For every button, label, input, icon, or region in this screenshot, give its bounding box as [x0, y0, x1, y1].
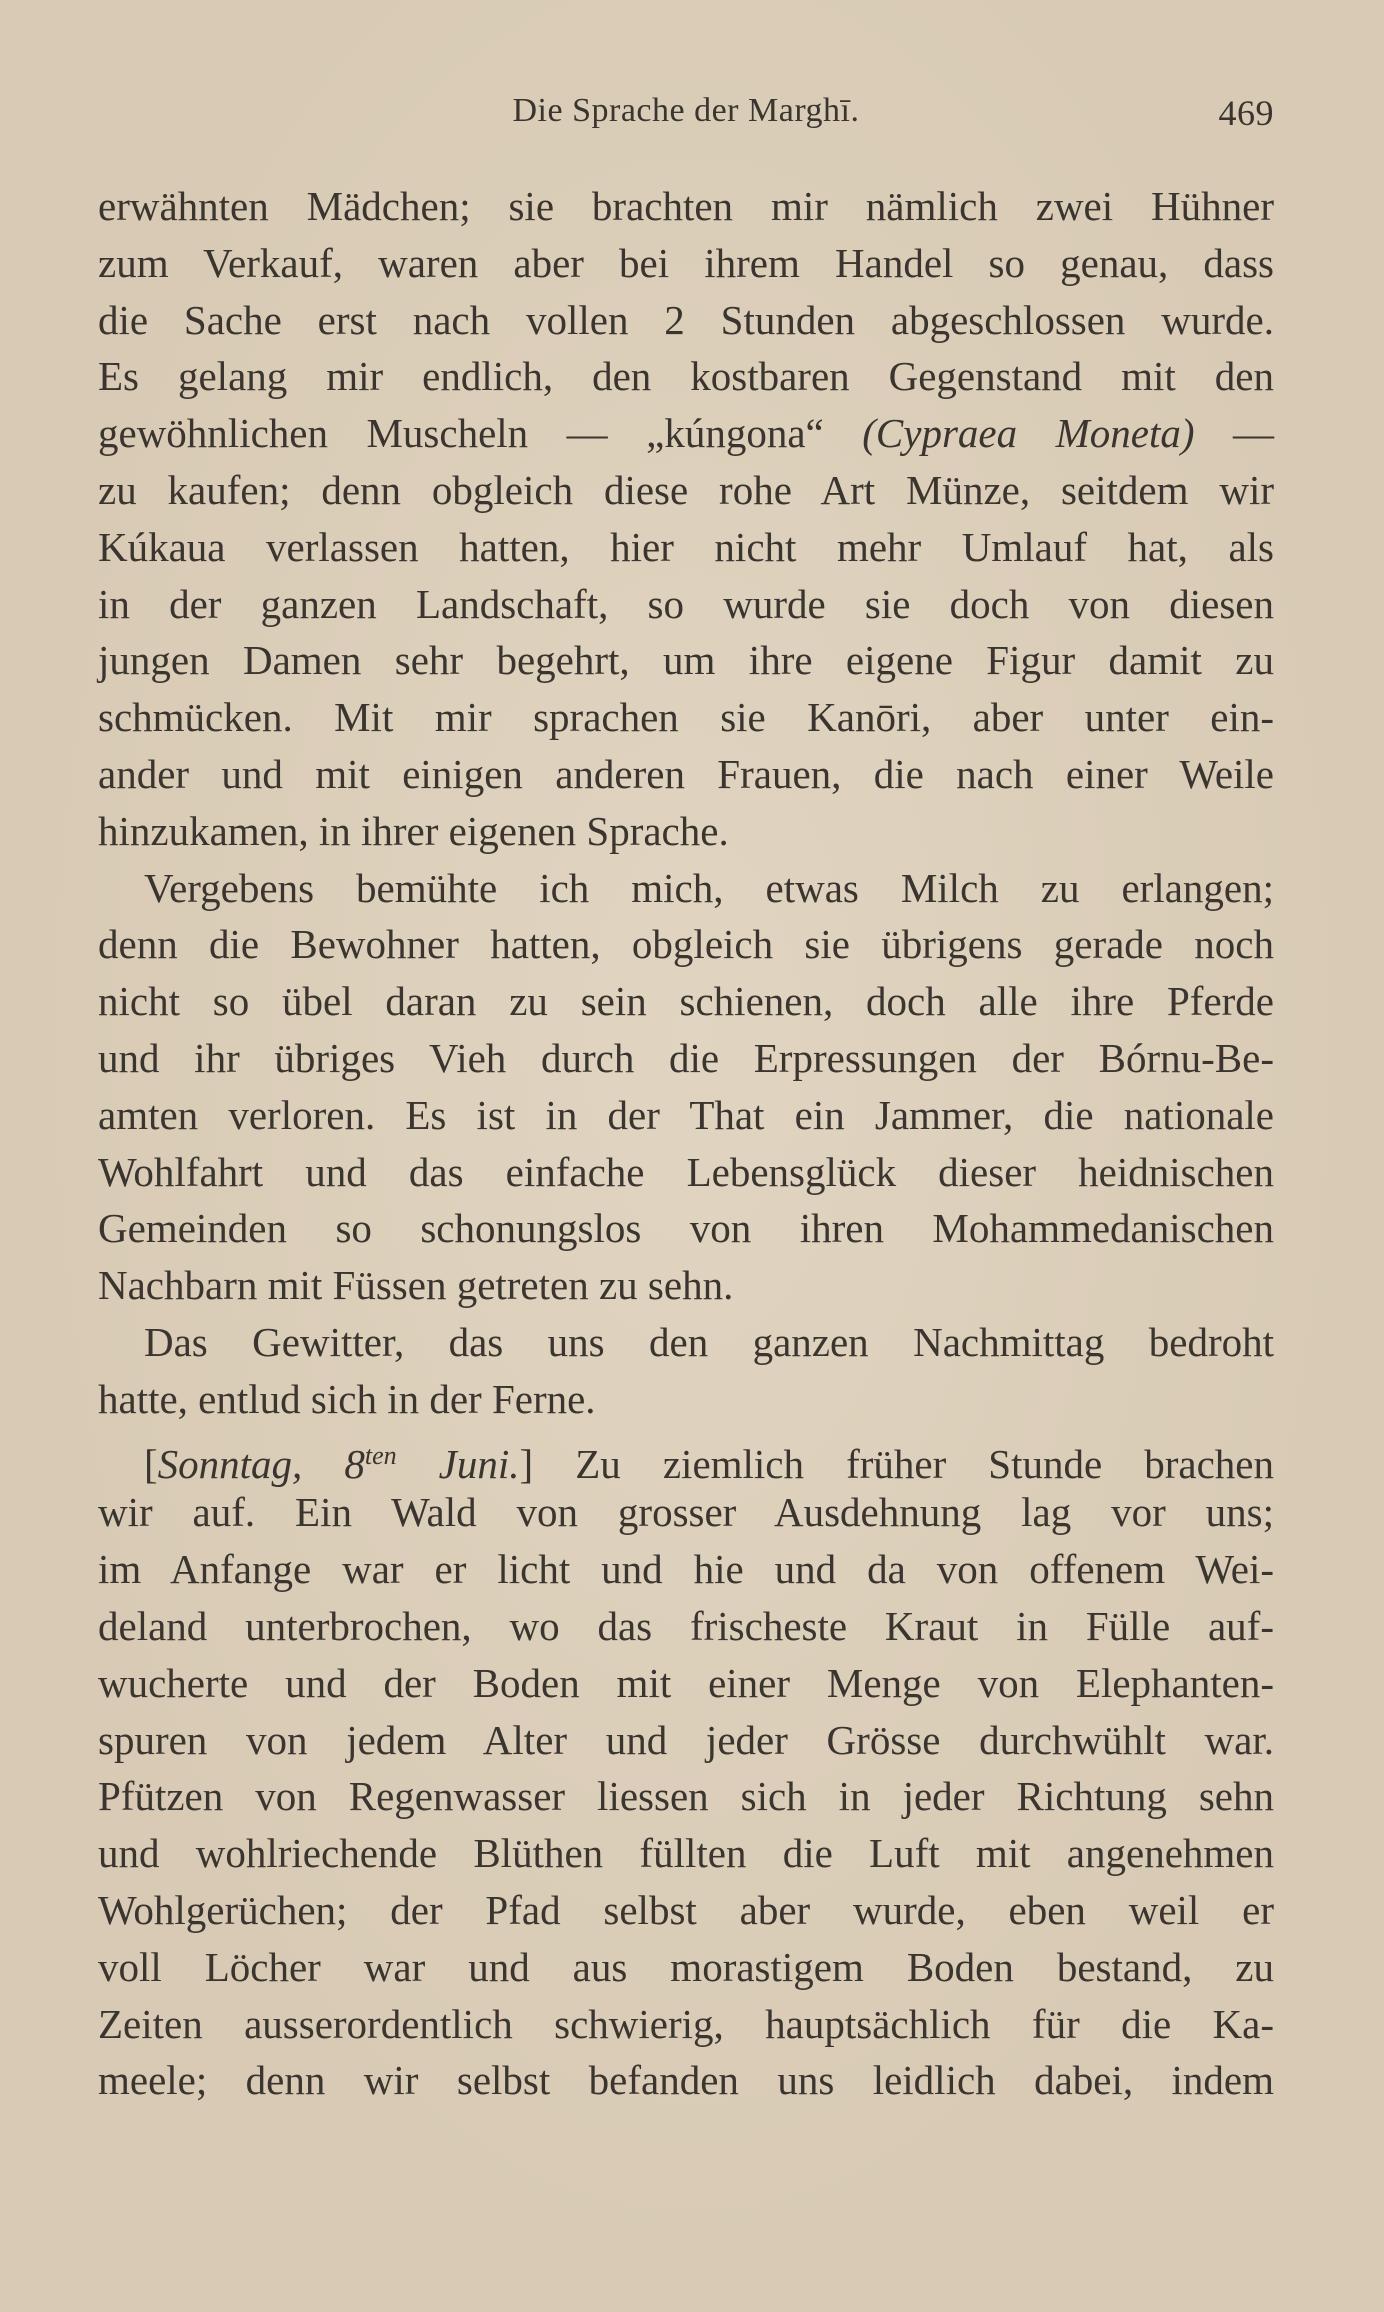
- text-line: Wohlgerüchen; der Pfad selbst aber wurde, eben weil er: [98, 1886, 1274, 1933]
- italic-species-name: (Cypraea Moneta): [862, 410, 1195, 457]
- text-run: Zu ziemlich früher Stunde brachen: [533, 1440, 1274, 1487]
- text-line: Es gelang mir endlich, den kostbaren Gegenstand mit den: [98, 353, 1274, 400]
- text-line: in der ganzen Landschaft, so wurde sie doch von diesen: [98, 580, 1274, 627]
- text-line: im Anfange war er licht und hie und da von offenem Wei-: [98, 1546, 1274, 1593]
- text-line: hatte, entlud sich in der Ferne.: [98, 1375, 596, 1422]
- body-text: [98, 178, 1274, 2109]
- text-line: [98, 405, 1274, 462]
- date-bracket-open: [: [144, 1440, 158, 1487]
- date-month: Juni.: [396, 1440, 520, 1487]
- text-line: amten verloren. Es ist in der That ein Jammer, die nationale: [98, 1091, 1274, 1138]
- text-line: Vergebens bemühte ich mich, etwas Milch zu erlangen;: [144, 864, 1274, 911]
- text-line: denn die Bewohner hatten, obgleich sie übrigens gerade noch: [98, 921, 1274, 968]
- date-bracket-close: ]: [519, 1440, 534, 1487]
- text-line: zum Verkauf, waren aber bei ihrem Handel so genau, dass: [98, 239, 1274, 286]
- date-superscript: ten: [364, 1440, 397, 1470]
- page-number: 469: [1218, 93, 1274, 133]
- text-line: Wohlfahrt und das einfache Lebensglück dieser heidnischen: [98, 1148, 1274, 1195]
- text-line: spuren von jedem Alter und jeder Grösse durchwühlt war.: [98, 1716, 1274, 1763]
- text-line: Das Gewitter, das uns den ganzen Nachmittag bedroht: [144, 1318, 1274, 1365]
- text-line: meele; denn wir selbst befanden uns leidlich dabei, indem: [98, 2057, 1274, 2104]
- text-line: Gemeinden so schonungslos von ihren Mohammedanischen: [98, 1205, 1274, 1252]
- date-day: Sonntag,: [157, 1440, 345, 1487]
- running-head: [98, 92, 1274, 142]
- text-line: [98, 1428, 1274, 1485]
- text-line: voll Löcher war und aus morastigem Boden bestand, zu: [98, 1943, 1274, 1990]
- text-run: —: [1194, 410, 1275, 457]
- text-line: ander und mit einigen anderen Frauen, die nach einer Weile: [98, 750, 1274, 797]
- text-line: wucherte und der Boden mit einer Menge von Elephanten-: [98, 1659, 1274, 1706]
- text-line: deland unterbrochen, wo das frischeste Kraut in Fülle auf-: [98, 1602, 1274, 1649]
- text-line: nicht so übel daran zu sein schienen, doch alle ihre Pferde: [98, 978, 1274, 1025]
- text-line: Pfützen von Regenwasser liessen sich in jeder Richtung sehn: [98, 1773, 1274, 1820]
- text-line: und ihr übriges Vieh durch die Erpressungen der Bórnu-Be-: [98, 1034, 1274, 1081]
- text-line: Kúkaua verlassen hatten, hier nicht mehr Umlauf hat, als: [98, 523, 1274, 570]
- text-line: Zeiten ausserordentlich schwierig, hauptsächlich für die Ka-: [98, 2000, 1274, 2047]
- text-line: jungen Damen sehr begehrt, um ihre eigene Figur damit zu: [98, 637, 1274, 684]
- date-number: 8: [344, 1440, 365, 1487]
- text-line: und wohlriechende Blüthen füllten die Luft mit angenehmen: [98, 1830, 1274, 1877]
- text-run: gewöhnlichen Muscheln — „kúngona“: [98, 410, 863, 457]
- text-line: erwähnten Mädchen; sie brachten mir nämlich zwei Hühner: [98, 183, 1274, 229]
- text-line: Nachbarn mit Füssen getreten zu sehn.: [98, 1262, 734, 1309]
- text-line: zu kaufen; denn obgleich diese rohe Art Münze, seitdem wir: [98, 466, 1274, 513]
- text-line: die Sache erst nach vollen 2 Stunden abgeschlossen wurde.: [98, 296, 1274, 343]
- text-line: wir auf. Ein Wald von grosser Ausdehnung lag vor uns;: [98, 1489, 1274, 1536]
- text-line: hinzukamen, in ihrer eigenen Sprache.: [98, 807, 729, 854]
- running-title: Die Sprache der Marghī.: [512, 92, 860, 129]
- text-line: schmücken. Mit mir sprachen sie Kanōri, aber unter ein-: [98, 694, 1274, 741]
